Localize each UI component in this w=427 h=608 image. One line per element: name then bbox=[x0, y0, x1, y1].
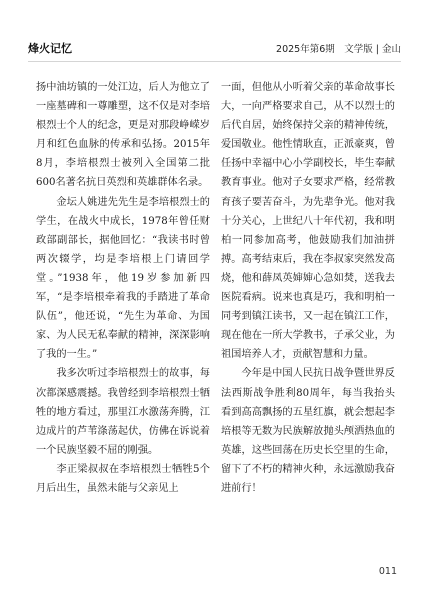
right-paragraph-2: 今年是中国人民抗日战争暨世界反法西斯战争胜利80周年，每当我抬头看到高高飘扬的五星红旗，就会想起李培根等无数为民族解放抛头颅洒热血的英雄，这些回荡在历史长空里的生命，留下了不朽的精神火种，永远激励我奋进前行！ bbox=[221, 368, 395, 494]
left-paragraph-1: 扬中油坊镇的一处江边，后人为他立了一座墓碑和一尊雕塑，这不仅是对李培根烈士个人的纪念，更是对那段峥嵘岁月和红色血脉的传承和弘扬。2015年8月，李培根烈士被列入全国第二批600名著名抗日英烈和英雄群体名录。 bbox=[36, 82, 210, 189]
left-paragraph-4: 李正梁叔叔在李培根烈士牺牲5个月后出生，虽然未能与父亲见上 bbox=[36, 463, 210, 494]
left-paragraph-2: 金坛人姚进先先生是李培根烈士的学生，在战火中成长，1978年曾任财政部副部长，据他回忆：“我读书时曾两次辍学，均是李培根上门请回学堂。”1938年，他19岁参加新四军，“是李培根牵着我的手踏进了革命队伍”，他还说，“先生为革命、为国家、为人民无私奉献的精神，深深影响了我的一生。” bbox=[36, 196, 210, 361]
issue-info: 2025年第6期 文学版 | 金山 bbox=[276, 44, 401, 55]
header-divider bbox=[28, 61, 401, 62]
left-paragraph-3: 我多次听过李培根烈士的故事，每次都深感震撼。我曾经到李培根烈士牺牲的地方看过，那里江水激荡奔腾，江边成片的芦苇涤荡起伏，仿佛在诉说着一个民族坚毅不屈的刚强。 bbox=[36, 368, 210, 456]
page-header bbox=[28, 40, 401, 56]
right-column bbox=[221, 78, 395, 498]
section-title: 烽火记忆 bbox=[28, 42, 72, 55]
right-paragraph-1: 一面，但他从小听着父亲的革命故事长大，一向严格要求自己，从不以烈士的后代自居，始终保持父亲的精神传统，爱国敬业。他性情耿直，正派豪爽，曾任扬中幸福中心小学副校长，毕生奉献教育事业。他对子女要求严格，经常教育孩子要苦奋斗，为先辈争光。他对我十分关心，上世纪八十年代初，我和明柏一同参加高考，他鼓励我们加油拼搏。高考结束后，我在李叔家突然发高烧，他和薛凤英婶婶心急如焚，送我去医院看病。说来也真是巧，我和明柏一同考到镇江读书，又一起在镇江工作，现在他在一所大学教书，子承父业，为祖国培养人才，贡献智慧和力量。 bbox=[221, 82, 395, 361]
left-column bbox=[36, 78, 210, 498]
page-number: 011 bbox=[378, 566, 397, 577]
